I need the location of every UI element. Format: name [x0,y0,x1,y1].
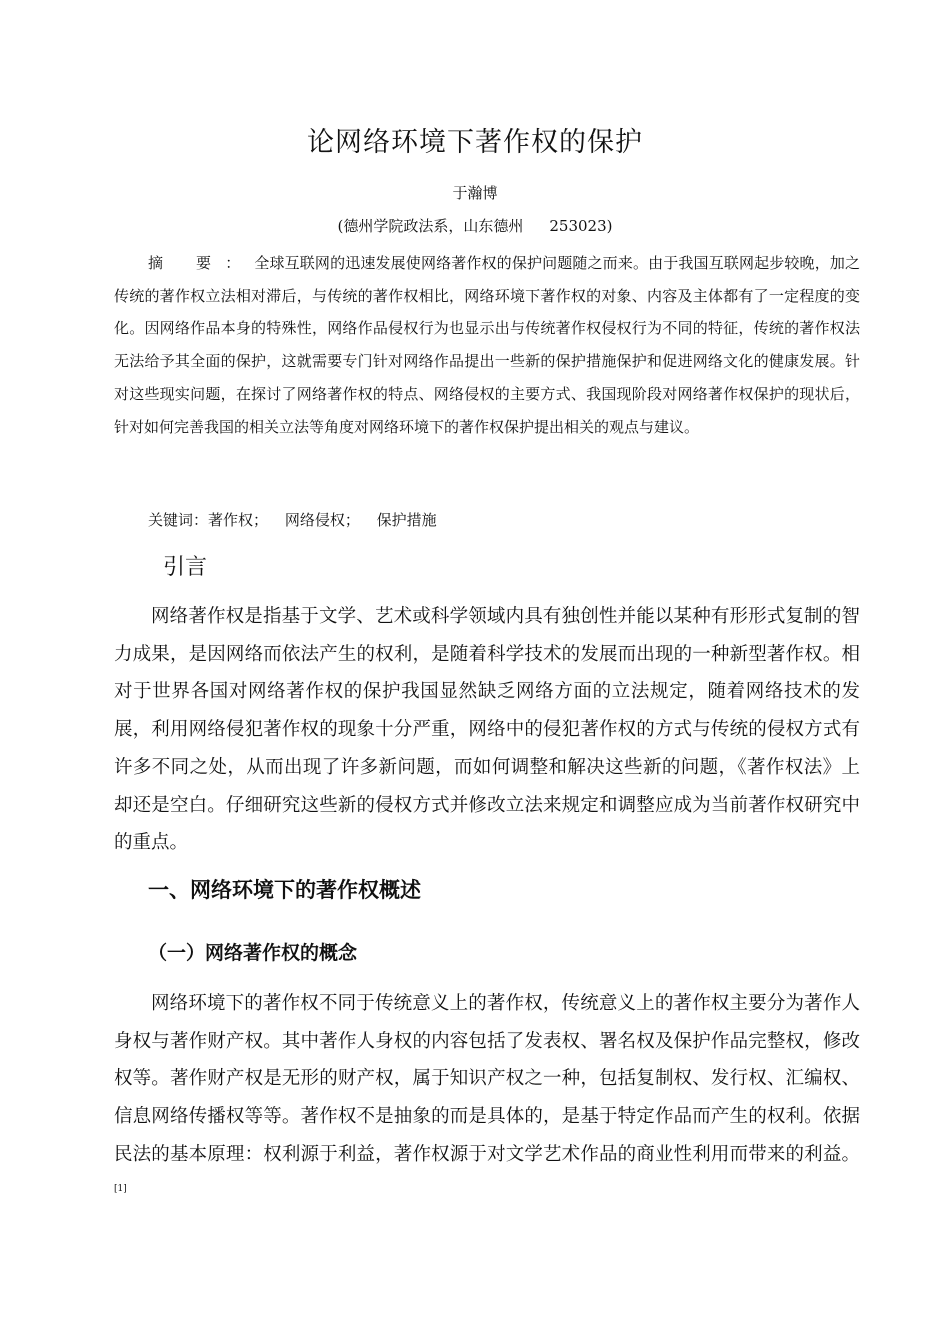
section-heading-intro: 引言 [163,555,208,580]
subsection-heading-1: （一）网络著作权的概念 [148,942,358,964]
abstract-text: 全球互联网的迅速发展使网络著作权的保护问题随之而来。由于我国互联网起步较晚，加之传统的著作权立法相对滞后，与传统的著作权相比，网络环境下著作权的对象、内容及主体都有了一定程度的变化。因网络作品本身的特殊性，网络作品侵权行为也显示出与传统著作权侵权行为不同的特征，传统的著作权法无法给予其全面的保护，这就需要专门针对网络作品提出一些新的保护措施保护和促进网络文化的健康发展。针对这些现实问题，在探讨了网络著作权的特点、网络侵权的主要方式、我国现阶段对网络著作权保护的现状后，针对如何完善我国的相关立法等角度对网络环境下的著作权保护提出相关的观点与建议。 [114,254,860,436]
author-name: 于瀚博 [452,184,498,202]
intro-paragraph: 网络著作权是指基于文学、艺术或科学领域内具有独创性并能以某种有形形式复制的智力成果，是因网络而依法产生的权利，是随着科学技术的发展而出现的一种新型著作权。相对于世界各国对网络著作权的保护我国显然缺乏网络方面的立法规定，随着网络技术的发展，利用网络侵犯著作权的现象十分严重，网络中的侵犯著作权的方式与传统的侵权方式有许多不同之处，从而出现了许多新问题，而如何调整和解决这些新的问题，《著作权法》上却还是空白。仔细研究这些新的侵权方式并修改立法来规定和调整应成为当前著作权研究中的重点。 [114,606,860,854]
paper-title: 论网络环境下著作权的保护 [307,127,643,158]
keywords-label: 关键词： [148,511,209,529]
keyword-item: 保护措施 [376,511,437,529]
keyword-item: 网络侵权； [284,511,360,529]
concept-paragraph-text: 网络环境下的著作权不同于传统意义上的著作权，传统意义上的著作权主要分为著作人身权与著作财产权。其中著作人身权的内容包括了发表权、署名权及保护作品完整权，修改权等。著作财产权是无形的财产权，属于知识产权之一种，包括复制权、发行权、汇编权、信息网络传播权等等。著作权不是抽象的而是具体的，是基于特定作品而产生的权利。依据民法的基本原理：权利源于利益，著作权源于对文学艺术作品的商业性利用而带来的利益。 [114,993,860,1165]
postal-code: 253023) [549,217,613,235]
section-heading-1: 一、网络环境下的著作权概述 [148,878,421,902]
abstract-label: 摘 要： [148,254,255,272]
concept-paragraph [114,985,860,1211]
keywords [148,506,449,534]
affiliation-org: (德州学院政法系，山东德州 [337,217,524,235]
abstract [114,247,860,443]
keyword-item: 著作权； [208,511,269,529]
author-affiliation [0,215,950,236]
footnote-reference[interactable]: [1] [114,1183,127,1194]
